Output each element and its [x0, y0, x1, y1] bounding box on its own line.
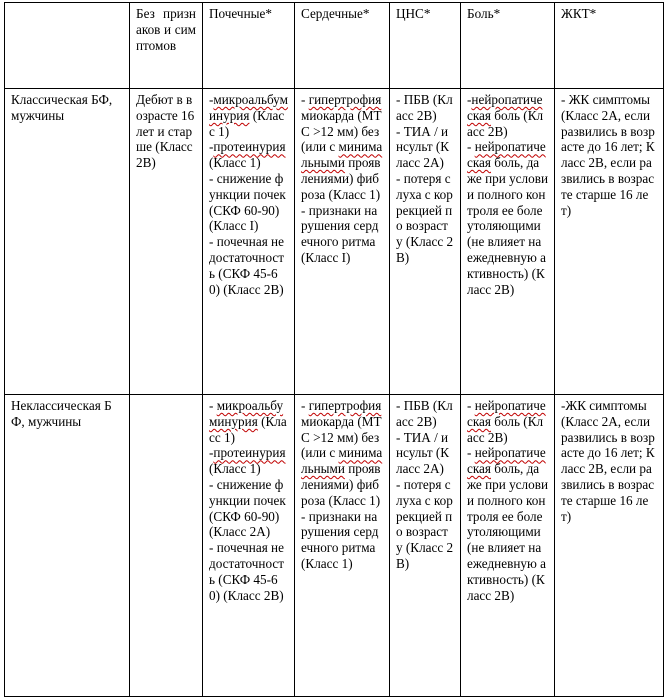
fabry-treatment-criteria-table — [4, 2, 664, 697]
header-row — [5, 3, 664, 89]
pain-cell — [461, 89, 555, 395]
pain-item: - нейропатическая боль, даже при условии полного контроля ее болеутоляющими (не влияет на ежедневную активность) (Класс 2В) — [467, 139, 548, 297]
cns-item: - потеря слуха с коррекцией по возрасту (Класс 2В) — [396, 170, 454, 265]
cardiac-item: - гипертрофия миокарда (МТС >12 мм) без (или с минимальными проявлениями) фиброза (Класс 1) — [301, 398, 383, 508]
header-cell-renal: Почечные* — [203, 3, 295, 89]
renal-cell — [203, 89, 295, 395]
header-cell-asymptomatic: Без признаков и симптомов — [130, 3, 203, 89]
header-cell-cns: ЦНС* — [390, 3, 461, 89]
cardiac-item: - признаки нарушения сердечного ритма (Класс I) — [301, 202, 379, 265]
cns-item: - ТИА / инсульт (Класс 2А) — [396, 429, 450, 477]
header-cell-pain: Боль* — [461, 3, 555, 89]
asymptomatic-cell — [130, 395, 203, 697]
renal-item: -протеинурия (Класс 1) — [209, 445, 286, 477]
row-label: Классическая БФ, мужчины — [5, 89, 130, 395]
pain-item: -нейропатическая боль (Класс 2В) — [467, 92, 544, 139]
gi-cell — [555, 395, 664, 697]
cardiac-cell — [295, 395, 390, 697]
header-cell-cardiac: Сердечные* — [295, 3, 390, 89]
gi-item: - ЖК симптомы (Класс 2А, если развились в возрасте до 16 лет; Класс 2В, если развились в возрасте старше 16 лет) — [561, 92, 655, 218]
header-cell-gi: ЖКТ* — [555, 3, 664, 89]
gi-cell — [555, 89, 664, 395]
cns-item: - потеря слуха с коррекцией по возрасту (Класс 2В) — [396, 476, 454, 571]
pain-cell — [461, 395, 555, 697]
row-label: Неклассическая БФ, мужчины — [5, 395, 130, 697]
table-row — [5, 89, 664, 395]
header-cell-empty — [5, 3, 130, 89]
renal-item: - почечная недостаточность (СКФ 45-60) (Класс 2В) — [209, 540, 284, 603]
cardiac-cell — [295, 89, 390, 395]
cns-item: - ПБВ (Класс 2В) — [396, 398, 453, 429]
renal-item: - снижение функции почек (СКФ 60-90) (Класс 2А) — [209, 476, 286, 540]
cns-item: - ПБВ (Класс 2В) — [396, 92, 453, 123]
asymptomatic-cell: Дебют в возрасте 16 лет и старше (Класс 2В) — [130, 89, 203, 395]
renal-item: -микроальбуминурия (Класс 1) — [209, 92, 288, 139]
gi-item: -ЖК симптомы (Класс 2А, если развились в возрасте до 16 лет; Класс 2В, если развились в возрасте старше 16 лет) — [561, 398, 655, 524]
cardiac-item: - признаки нарушения сердечного ритма (Класс 1) — [301, 508, 379, 571]
table-row — [5, 395, 664, 697]
pain-item: - нейропатическая боль, даже при условии полного контроля ее болеутоляющими (не влияет на ежедневную активность) (Класс 2В) — [467, 445, 548, 603]
pain-item: - нейропатическая боль (Класс 2В) — [467, 398, 546, 445]
renal-cell — [203, 395, 295, 697]
cns-cell — [390, 395, 461, 697]
cns-cell — [390, 89, 461, 395]
renal-item: - микроальбуминурия (Класс 1) — [209, 398, 287, 445]
cns-item: - ТИА / инсульт (Класс 2А) — [396, 123, 450, 171]
renal-item: - снижение функции почек (СКФ 60-90) (Класс I) — [209, 170, 286, 234]
cardiac-item: - гипертрофия миокарда (МТС >12 мм) без (или с минимальными проявлениями) фиброза (Класс 1) — [301, 92, 383, 202]
renal-item: -протеинурия (Класс 1) — [209, 139, 286, 171]
renal-item: - почечная недостаточность (СКФ 45-60) (Класс 2В) — [209, 234, 284, 297]
